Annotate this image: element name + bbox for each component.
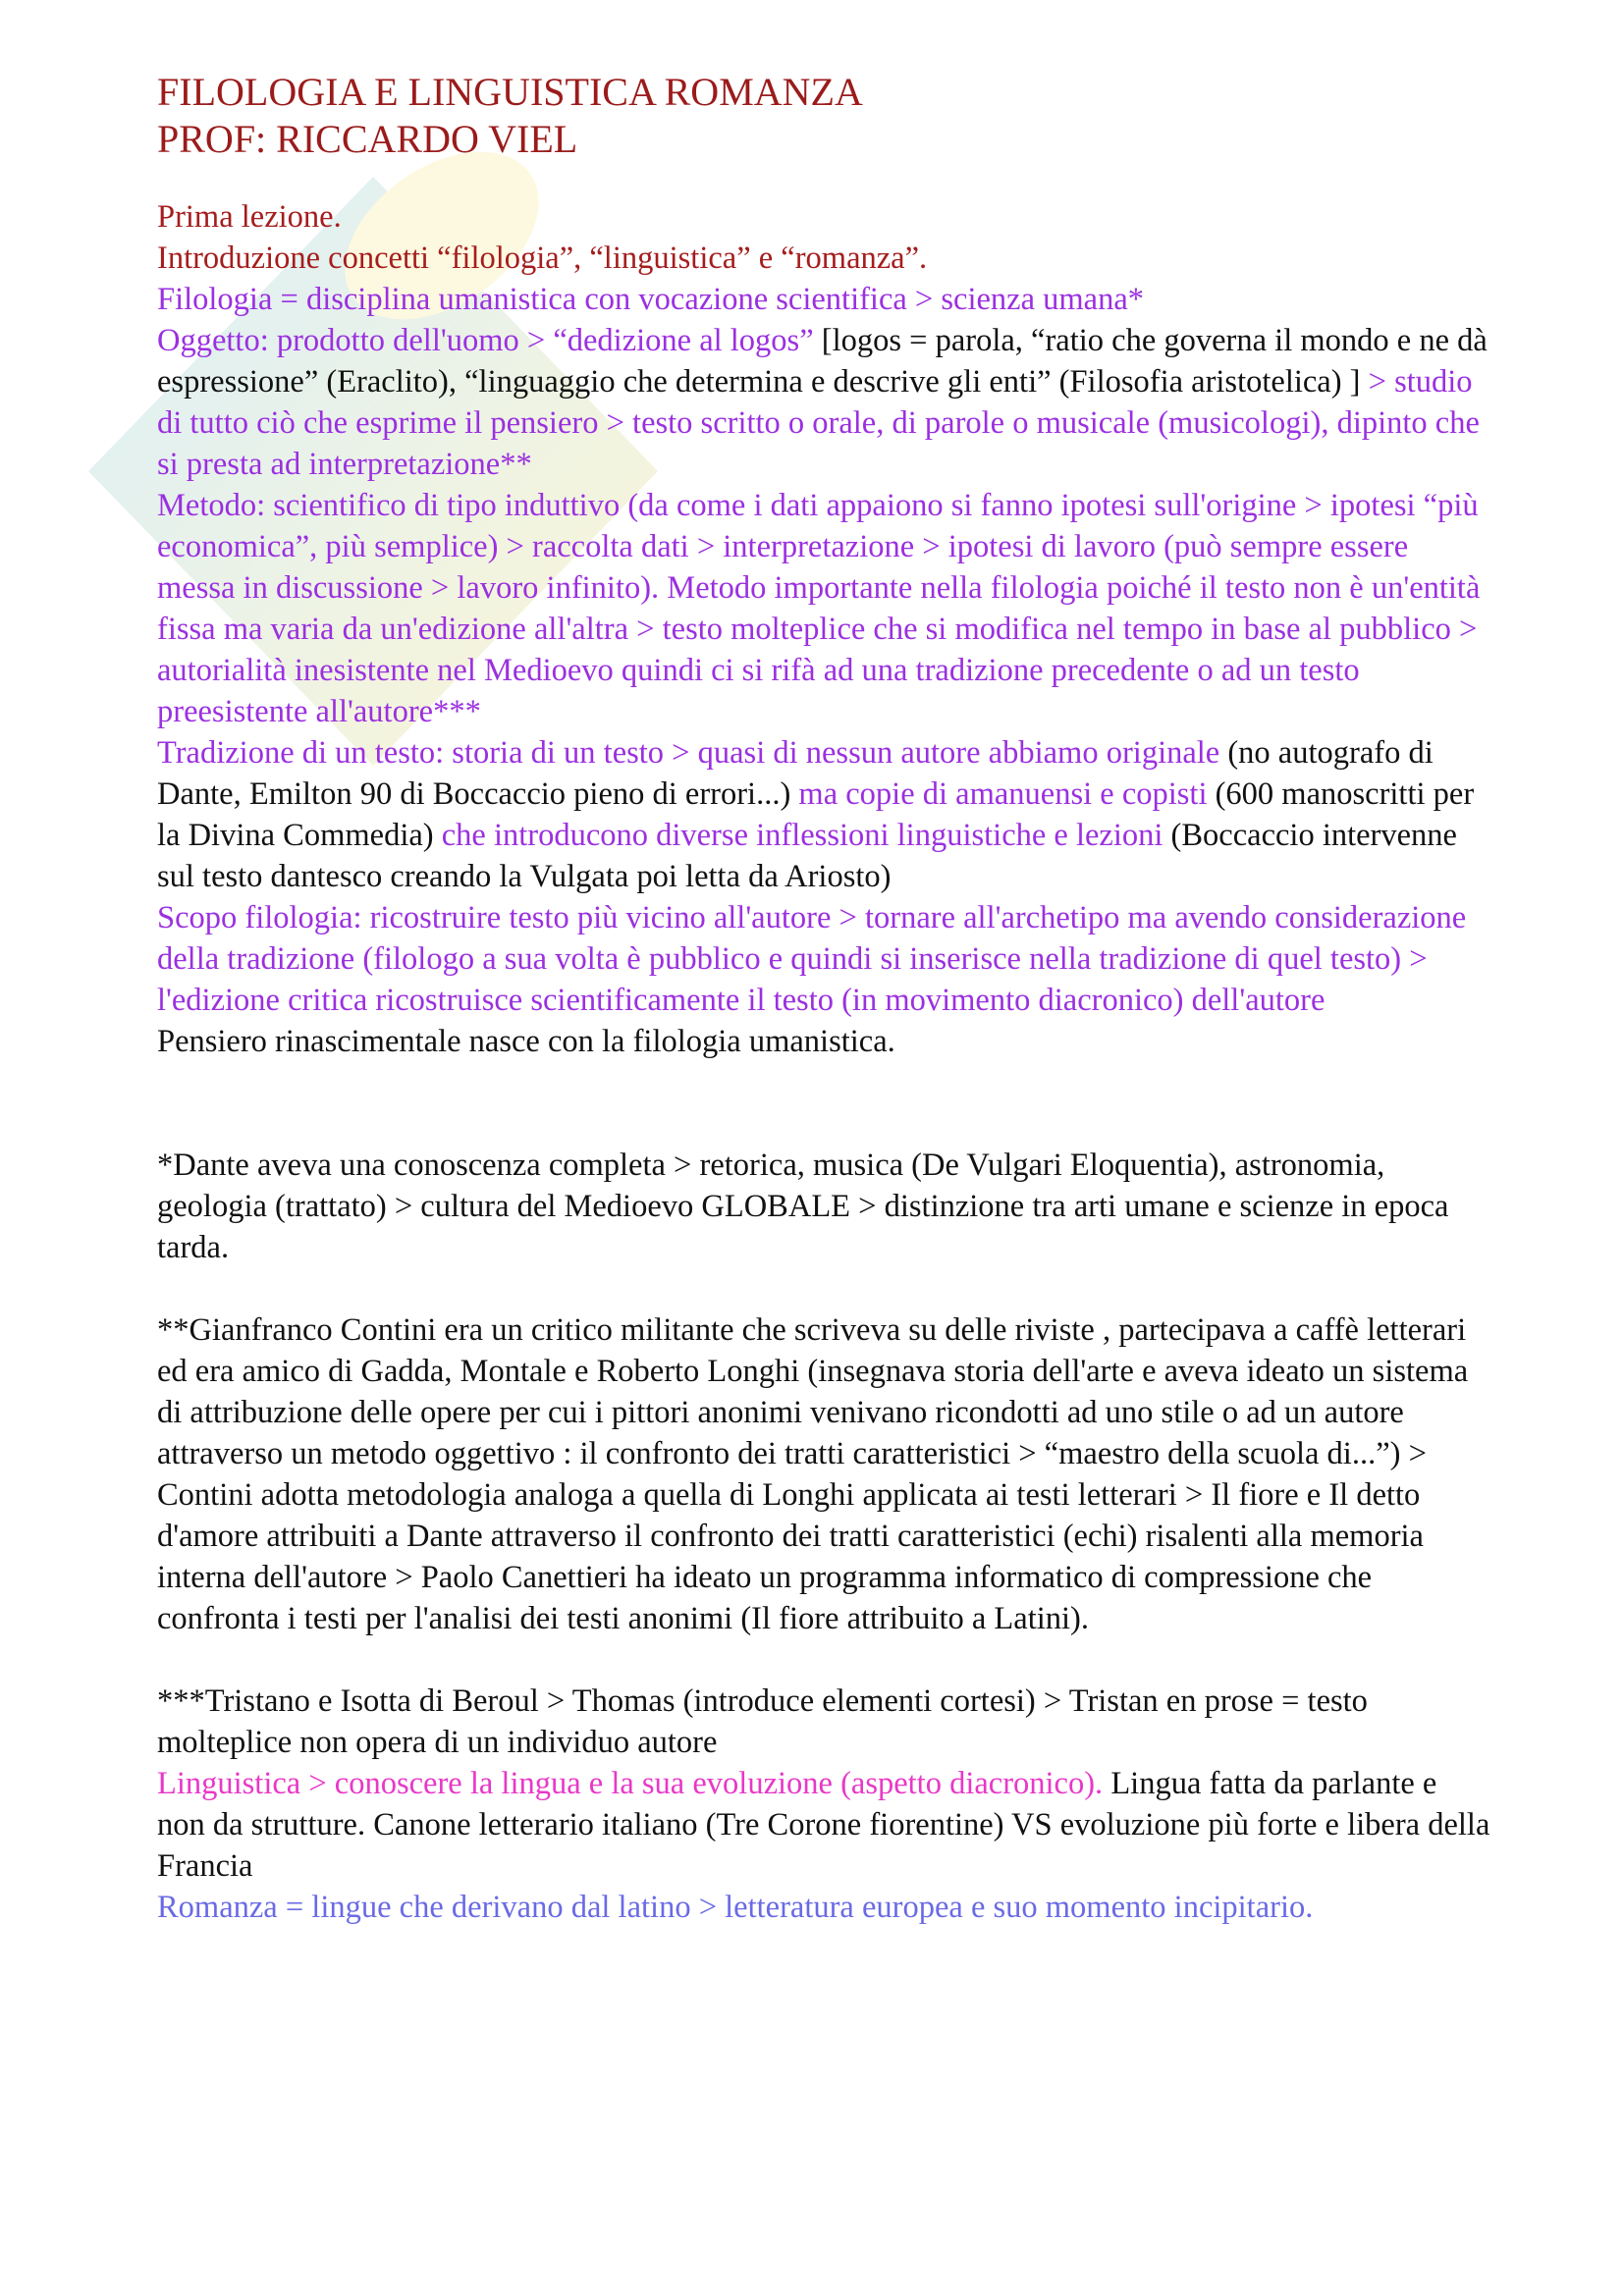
- spacer: [157, 163, 1492, 196]
- tradizione-part-b: (no autografo di Dante, Emilton 90 di Boccaccio pieno di errori...): [157, 735, 1434, 812]
- tradizione-paragraph: [157, 732, 1492, 897]
- linguistica-part-b: Lingua fatta da parlante e non da strutture. Canone letterario italiano (Tre Corone fiorentine) VS evoluzione più forte e libera della Francia: [157, 1766, 1490, 1884]
- lesson-heading: Prima lezione.: [157, 199, 342, 235]
- tradizione-part-e: che introducono diverse inflessioni linguistiche e lezioni: [441, 818, 1163, 853]
- scopo-paragraph: Scopo filologia: ricostruire testo più vicino all'autore > tornare all'archetipo ma avendo considerazione della tradizione (filologo a sua volta è pubblico e quindi si inserisce nella tradizione di quel testo) > l'edizione critica ricostruisce scientificamente il testo (in movimento diacronico) dell'autore: [157, 900, 1467, 1018]
- metodo-paragraph: Metodo: scientifico di tipo induttivo (da come i dati appaiono si fanno ipotesi sull'origine > ipotesi “più economica”, più semplice) > raccolta dati > interpretazione > ipotesi di lavoro (può sempre essere messa in discussione > lavoro infinito). Metodo importante nella filologia poiché il testo non è un'entità fissa ma varia da un'edizione all'altra > testo molteplice che si modifica nel tempo in base al pubblico > autorialità inesistente nel Medioevo quindi ci si rifà ad una tradizione precedente o ad un testo preesistente all'autore***: [157, 488, 1481, 729]
- oggetto-paragraph: [157, 320, 1492, 485]
- filologia-definition: Filologia = disciplina umanistica con vocazione scientifica > scienza umana*: [157, 282, 1145, 317]
- professor-name: PROF: RICCARDO VIEL: [157, 117, 578, 161]
- spacer: [157, 1639, 1492, 1681]
- tradizione-part-d: (600 manoscritti per la Divina Commedia): [157, 776, 1475, 853]
- footnote-1: *Dante aveva una conoscenza completa > retorica, musica (De Vulgari Eloquentia), astronomia, geologia (trattato) > cultura del Medioevo GLOBALE > distinzione tra arti umane e scienze in epoca tarda.: [157, 1148, 1449, 1265]
- tradizione-part-c: ma copie di amanuensi e copisti: [798, 776, 1208, 812]
- footnote-3: ***Tristano e Isotta di Beroul > Thomas (introduce elementi cortesi) > Tristan en prose = testo molteplice non opera di un individuo autore: [157, 1683, 1368, 1760]
- romanza-paragraph: Romanza = lingue che derivano dal latino > letteratura europea e suo momento incipitario.: [157, 1890, 1314, 1925]
- document-page: [157, 69, 1492, 1928]
- linguistica-paragraph: [157, 1763, 1492, 1887]
- lesson-intro: Introduzione concetti “filologia”, “linguistica” e “romanza”.: [157, 240, 928, 276]
- footnote-2: **Gianfranco Contini era un critico militante che scriveva su delle riviste , partecipava a caffè letterari ed era amico di Gadda, Montale e Roberto Longhi (insegnava storia dell'arte e aveva ideato un sistema di attribuzione delle opere per cui i pittori anonimi venivano ricondotti ad uno stile o ad un autore attraverso un metodo oggettivo : il confronto dei tratti caratteristici > “maestro della scuola di...”) > Contini adotta metodologia analoga a quella di Longhi applicata ai testi letterari > Il fiore e Il detto d'amore attribuiti a Dante attraverso il confronto dei tratti caratteristici (echi) risalenti alla memoria interna dell'autore > Paolo Canettieri ha ideato un programma informatico di compressione che confronta i testi per l'analisi dei testi anonimi (Il fiore attribuito a Latini).: [157, 1312, 1469, 1636]
- spacer: [157, 1268, 1492, 1309]
- document-title: FILOLOGIA E LINGUISTICA ROMANZA: [157, 70, 863, 114]
- tradizione-part-a: Tradizione di un testo: storia di un testo > quasi di nessun autore abbiamo originale: [157, 735, 1220, 771]
- pensiero-paragraph: Pensiero rinascimentale nasce con la filologia umanistica.: [157, 1024, 895, 1059]
- spacer: [157, 1062, 1492, 1145]
- oggetto-part-c: > studio di tutto ciò che esprime il pensiero > testo scritto o orale, di parole o musicale (musicologi), dipinto che si presta ad interpretazione**: [157, 364, 1480, 482]
- tradizione-part-f: (Boccaccio intervenne sul testo dantesco creando la Vulgata poi letta da Ariosto): [157, 818, 1457, 894]
- oggetto-part-a: Oggetto: prodotto dell'uomo > “dedizione al logos”: [157, 323, 822, 358]
- linguistica-part-a: Linguistica > conoscere la lingua e la sua evoluzione (aspetto diacronico).: [157, 1766, 1104, 1801]
- oggetto-part-b: [logos = parola, “ratio che governa il mondo e ne dà espressione” (Eraclito), “linguaggio che determina e descrive gli enti” (Filosofia aristotelica) ]: [157, 323, 1488, 400]
